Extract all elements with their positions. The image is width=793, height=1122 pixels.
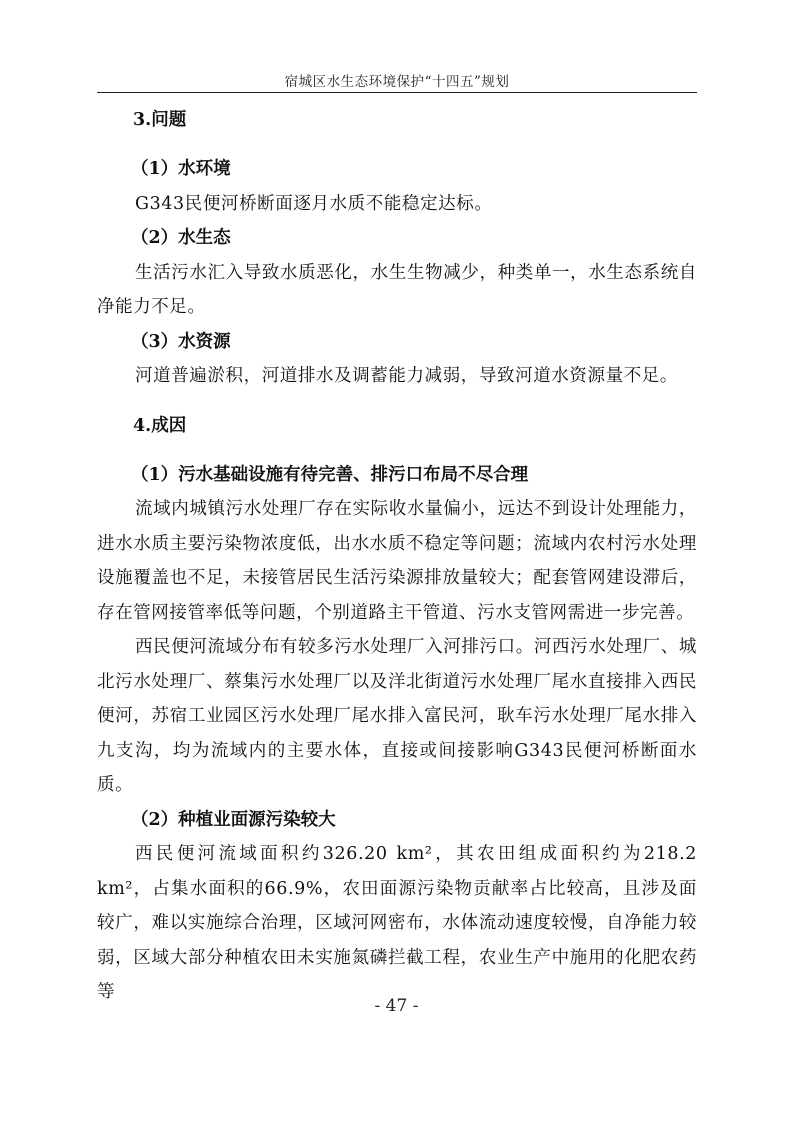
subheading-water-ecology: （2）水生态 bbox=[131, 228, 231, 248]
paragraph-sewage-infrastructure-1: 流域内城镇污水处理厂存在实际收水量偏小，远达不到设计处理能力，进水水质主要污染物浓度低，出水水质不稳定等问题；流域内农村污水处理设施覆盖也不足，未接管居民生活污染源排放量较大；配套管网建设滞后，存在管网接管率低等问题，个别道路主干管道、污水支管网需进一步完善。 bbox=[97, 499, 697, 623]
subheading-water-resources: （3）水资源 bbox=[131, 331, 231, 352]
header-divider bbox=[97, 92, 697, 93]
subheading-sewage-infrastructure: （1）污水基础设施有待完善、排污口布局不尽合理 bbox=[131, 464, 529, 485]
paragraph-water-resources: 河道普遍淤积，河道排水及调蓄能力减弱，导致河道水资源量不足。 bbox=[135, 366, 678, 386]
subheading-water-environment: （1）水环境 bbox=[131, 159, 231, 179]
paragraph-water-ecology: 生活污水汇入导致水质恶化，水生生物减少，种类单一，水生态系统自净能力不足。 bbox=[97, 262, 697, 317]
page-body bbox=[97, 100, 697, 1010]
paragraph-sewage-infrastructure-2: 西民便河流域分布有较多污水处理厂入河排污口。河西污水处理厂、城北污水处理厂、蔡集污水处理厂以及洋北街道污水处理厂尾水直接排入西民便河，苏宿工业园区污水处理厂尾水排入富民河，耿车污水处理厂尾水排入九支沟，均为流域内的主要水体，直接或间接影响G343民便河桥断面水质。 bbox=[97, 637, 697, 795]
section-heading-causes: 4.成因 bbox=[133, 415, 187, 436]
section-heading-problems: 3.问题 bbox=[133, 110, 187, 130]
paragraph-water-environment: G343民便河桥断面逐月水质不能稳定达标。 bbox=[135, 193, 493, 214]
page-number: - 47 - bbox=[374, 996, 419, 1016]
paragraph-agricultural-pollution: 西民便河流域面积约326.20 km²，其农田组成面积约为218.2 km²，占集水面积的66.9%，农田面源污染物贡献率占比较高，且涉及面较广，难以实施综合治理，区域河网密布，水体流动速度较慢，自净能力较弱，区域大部分种植农田未实施氮磷拦截工程，农业生产中施用的化肥农药等 bbox=[97, 844, 697, 1002]
running-header: 宿城区水生态环境保护“十四五”规划 bbox=[284, 74, 510, 90]
subheading-agricultural-pollution: （2）种植业面源污染较大 bbox=[131, 809, 336, 830]
